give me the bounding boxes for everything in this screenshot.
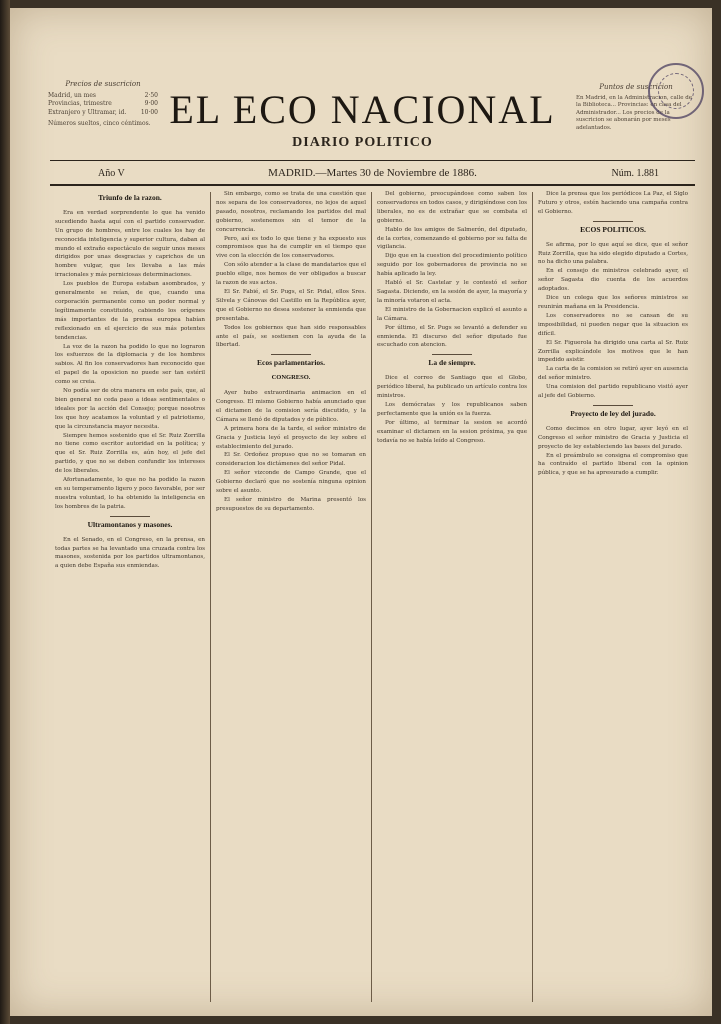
article-paragraph: No podía ser de otra manera en este país, que, al bien general no ceda paso a ideas sentimentales o ideales por la acción del Consejo; porque nosotros los que hoy acatamos la voluntad y el patriotismo, que la circunstancia mayor necesita.	[55, 388, 205, 430]
article-paragraph: Dice el correo de Santiago que el Globo, periódico liberal, ha publicado un artículo contra los ministros.	[377, 375, 527, 400]
article-subheading: CONGRESO.	[271, 374, 311, 382]
dateline	[50, 164, 695, 182]
article-paragraph: Por último, al terminar la sesion se acordó examinar el dictamen en la sesion próxima, ya que todavía no se había leído al Congreso.	[377, 419, 527, 444]
article-paragraph: Era en verdad sorprendente lo que ha venido sucediendo hasta aquí con el partido conservador. Un grupo de hombres, entre los cuales los hay de reconocida inteligencia y superior cultura, daban al mundo el extraño espectáculo de seguir unos meses dirigidos por unas desgracias y caprichos de un hombre vulgar, que les llevaba a las más irracionales y más perniciosas determinaciones.	[55, 209, 205, 279]
article-heading: La de siempre.	[428, 358, 476, 368]
price-row: Provincias, trimestre 9·00	[48, 100, 158, 107]
article-paragraph: En el Senado, en el Congreso, en la prensa, en todas partes se ha levantado una cruzada contra los masones, sostenida por los partidos ultramontanos, a quien debe España sus enmiendas.	[55, 536, 205, 570]
article-heading: ECOS POLITICOS.	[580, 224, 646, 234]
article-paragraph: Hablo de los amigos de Salmerón, del diputado, de la cortes, comenzando el gobierno por su falta de vigilancia.	[377, 226, 527, 251]
masthead-rule-bottom	[50, 184, 695, 186]
article-paragraph: Sin embargo, como se trata de una cuestión que nos separa de los conservadores, no lejos de aquel pasado, nosotros, reclamando los partidos del mal gobierno, sostenemos sin el temor de la concurrencia.	[216, 191, 366, 233]
article-paragraph: Siempre hemos sostenido que el Sr. Ruiz Zorrilla no tiene como escritor autoridad en la política; y que el Sr. Ruiz Zorrilla es, aún hoy, el jefe del partido, y que no se deben confundir los intereses de los liberales.	[55, 432, 205, 475]
article-paragraph: El ministro de la Gobernacion explicó el asunto a la Cámara.	[377, 306, 527, 322]
article-paragraph: Los pueblos de Europa estaban asombrados, y generalmente se reían, de que, cuando una corporación permanente como un poder normal y legítimamente constituido, cabiendo los orígenes más importantes de la prensa europea habían reflexionado en el ejercicio de sus más potentes tendencias.	[55, 281, 205, 341]
newspaper-title: EL ECO NACIONAL	[169, 87, 556, 132]
price-note: Números sueltos, cinco céntimos.	[48, 120, 151, 127]
article-paragraph: Ayer hubo extraordinaria animacion en el Congreso. El mismo Gobierno había anunciado que el dictamen de la comision sería discutido, y la Cámara se llenó de diputados y de público.	[216, 390, 366, 423]
section-divider	[593, 405, 633, 406]
article-paragraph: Como decimos en otro lugar, ayer leyó en el Congreso el señor ministro de Gracia y Justicia el proyecto de ley estableciendo las bases del jurado.	[538, 425, 688, 450]
article-paragraph: El señor ministro de Marina presentó los presupuestos de su departamento.	[216, 497, 366, 512]
article-paragraph: A primera hora de la tarde, el señor ministro de Gracia y Justicia leyó el proyecto de ley sobre el establecimiento del jurado.	[216, 425, 366, 450]
article-paragraph: El Sr. Ordoñez propuso que no se tomaran en consideracion los dictámenes del señor Pidal.	[216, 452, 366, 468]
article-paragraph: Los conservadores no se cansan de su imposibilidad, ni pueden negar que la situacion es difícil.	[538, 312, 688, 337]
article-paragraph: Dijo que en la cuestion del procedimiento político seguido por los gobernadores de provincia no se había aplicado la ley.	[377, 253, 527, 278]
article-columns	[55, 190, 695, 1005]
subscription-prices-heading: Precios de suscricion	[65, 80, 141, 88]
article-heading: Proyecto de ley del jurado.	[570, 408, 656, 418]
article-paragraph: La carta de la comision se retiró ayer en ausencia del señor ministro.	[538, 366, 688, 382]
column-1	[55, 190, 205, 1005]
article-paragraph: El señor vizconde de Campo Grande, que el Gobierno declaró que no sostenía ninguna opinion sobre el asunto.	[216, 470, 366, 495]
article-paragraph: Con sólo atender a la clase de mandatarios que el pueblo elige, nos hemos de ver obligados a buscar la razon de sus actos.	[216, 262, 366, 287]
article-heading: Ecos parlamentarios.	[257, 358, 325, 368]
binding-edge	[0, 0, 10, 1024]
section-divider	[110, 516, 150, 517]
subscription-points-heading: Puntos de suscricion	[599, 83, 673, 91]
price-row: Madrid, un mes 2·50	[48, 91, 158, 99]
article-paragraph: El Sr. Fabié, el Sr. Pugs, el Sr. Pidal, ellos Sres. Silvela y Cánovas del Castillo en la República ayer, que el Gobierno no desea sostener la enmienda que presentaba.	[216, 288, 366, 322]
price-row: Extranjero y Ultramar, id. 10·00	[48, 108, 158, 116]
article-paragraph: Dice un colega que los señores ministros se reunirán mañana en la Presidencia.	[538, 295, 688, 310]
article-paragraph: Los demócratas y los republicanos saben perfectamente que la unión es la fuerza.	[377, 401, 527, 417]
article-paragraph: Se afirma, por lo que aquí se dice, que el señor Ruiz Zorrilla, que ha sido elegido diputado a Cortes, no ha dicho una palabra.	[538, 241, 688, 266]
article-paragraph: El Sr. Figuerola ha dirigido una carta al Sr. Ruiz Zorrilla explicándole los motivos que le han impedido asistir.	[538, 339, 688, 364]
newspaper-subtitle: DIARIO POLITICO	[292, 135, 433, 150]
article-paragraph: Habló el Sr. Castelar y le contestó el señor Sagasta. Diciendo, en la sesión de ayer, la mayoría y la minoría votaron el acta.	[377, 280, 527, 304]
column-2	[216, 190, 366, 1005]
article-heading: Triunfo de la razon.	[98, 193, 162, 202]
article-paragraph: Una comision del partido republicano visitó ayer al jefe del Gobierno.	[538, 384, 688, 400]
newspaper-page	[10, 8, 712, 1016]
masthead-rule-top	[50, 160, 695, 161]
column-3	[377, 190, 527, 1005]
section-divider	[432, 354, 472, 355]
article-paragraph: Dice la prensa que los periódicos La Paz, el Siglo Futuro y otros, estén haciendo una campaña contra el Gobierno.	[538, 191, 688, 215]
issue-number: Núm. 1.881	[611, 167, 659, 179]
section-divider	[593, 221, 633, 222]
article-paragraph: En el preámbulo se consigna el compromiso que ha contraído el partido liberal con la opinion pública, y que se ha apresurado a cumplir.	[538, 452, 688, 477]
library-seal-stamp	[648, 63, 704, 119]
subscription-points-text: En Madrid, en la Administracion, calle de la Biblioteca... Provincias: en casa del Administrador... Los precios de la suscricion se abonarán por meses adelantados.	[576, 94, 693, 131]
article-paragraph: Pero, así es todo lo que tiene y ha expuesto sus compromisos que ha de cumplir en el tiempo que vive con la elección de los conservadores.	[216, 235, 366, 260]
article-paragraph: En el consejo de ministros celebrado ayer, el señor Sagasta dio cuenta de los acuerdos adoptados.	[538, 268, 688, 293]
article-paragraph: Afortunadamente, lo que no ha podido la razon en su temperamento ligero y poco favorable, por ser nuestra voluntad, lo ha obtenido la inteligencia en los hombres de la patria.	[55, 477, 205, 510]
year-label: Año V	[98, 167, 125, 179]
article-paragraph: Todos los gobiernos que han sido responsables ante el país, se sostienen con la ayuda de la libertad.	[216, 324, 366, 349]
article-heading: Ultramontanos y masones.	[87, 519, 173, 529]
subscription-prices-box	[48, 80, 158, 129]
section-divider	[271, 354, 311, 355]
article-paragraph: La voz de la razon ha podido lo que no lograron los esfuerzos de la diplomacia y de los hombres sabios. Al fin los conservadores han reconocido que el papel de la oposicion no puede ser tan estéril como se creia.	[55, 343, 205, 386]
issue-date: MADRID.—Martes 30 de Noviembre de 1886.	[268, 167, 477, 179]
article-paragraph: Del gobierno, preocupándose como saben los conservadores en todos casos, y dirigiéndose con los liberales, no es de extrañar que se combata el gobierno.	[377, 191, 527, 224]
article-paragraph: Por último, el Sr. Pugs se levantó a defender su enmienda. El discurso del señor diputado fue escuchado con atencion.	[377, 324, 527, 349]
column-4	[538, 190, 688, 1005]
